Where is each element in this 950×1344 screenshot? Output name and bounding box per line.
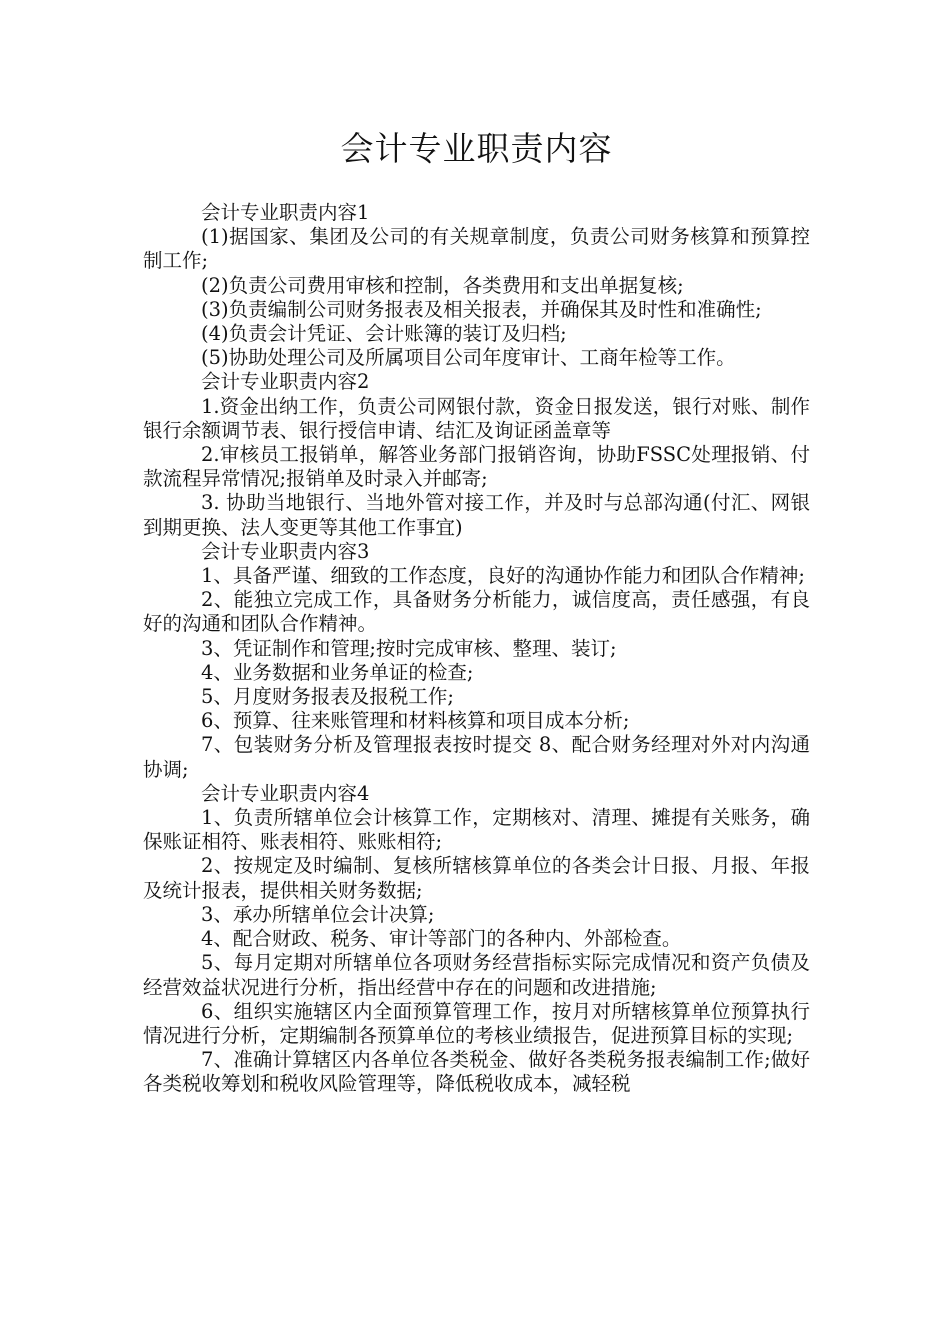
- duty-item: (1)据国家、集团及公司的有关规章制度，负责公司财务核算和预算控制工作;: [143, 225, 810, 273]
- section-heading: 会计专业职责内容4: [201, 781, 370, 805]
- document-body: [143, 201, 810, 1097]
- duty-item: 1、具备严谨、细致的工作态度，良好的沟通协作能力和团队合作精神;: [201, 564, 805, 588]
- duty-item: 3. 协助当地银行、当地外管对接工作，并及时与总部沟通(付汇、网银到期更换、法人变更等其他工作事宜): [143, 491, 810, 539]
- duty-item: (4)负责会计凭证、会计账簿的装订及归档;: [201, 322, 567, 346]
- document-page: [143, 0, 810, 1097]
- duty-item: 3、凭证制作和管理;按时完成审核、整理、装订;: [201, 636, 617, 660]
- duty-item: 2、能独立完成工作，具备财务分析能力，诚信度高，责任感强，有良好的沟通和团队合作精神。: [143, 588, 810, 636]
- duty-item: 7、准确计算辖区内各单位各类税金、做好各类税务报表编制工作;做好各类税收筹划和税收风险管理等，降低税收成本，减轻税: [143, 1048, 810, 1096]
- duty-item: 4、配合财政、税务、审计等部门的各种内、外部检查。: [201, 927, 682, 951]
- duty-item: (3)负责编制公司财务报表及相关报表，并确保其及时性和准确性;: [201, 297, 762, 321]
- duty-item: 6、组织实施辖区内全面预算管理工作，按月对所辖核算单位预算执行情况进行分析，定期编制各预算单位的考核业绩报告，促进预算目标的实现;: [143, 999, 810, 1047]
- duty-item: 5、每月定期对所辖单位各项财务经营指标实际完成情况和资产负债及经营效益状况进行分析，指出经营中存在的问题和改进措施;: [143, 951, 810, 999]
- document-title: 会计专业职责内容: [340, 129, 613, 168]
- duty-item: (5)协助处理公司及所属项目公司年度审计、工商年检等工作。: [201, 346, 736, 370]
- duty-item: 5、月度财务报表及报税工作;: [201, 685, 454, 709]
- duty-item: 4、业务数据和业务单证的检查;: [201, 660, 474, 684]
- duty-item: 2、按规定及时编制、复核所辖核算单位的各类会计日报、月报、年报及统计报表，提供相关财务数据;: [143, 854, 810, 902]
- duty-item: (2)负责公司费用审核和控制，各类费用和支出单据复核;: [201, 273, 684, 297]
- duty-item: 7、包装财务分析及管理报表按时提交 8、配合财务经理对外对内沟通协调;: [143, 733, 810, 781]
- duty-item: 6、预算、往来账管理和材料核算和项目成本分析;: [201, 709, 630, 733]
- section-heading: 会计专业职责内容2: [201, 370, 370, 394]
- section-heading: 会计专业职责内容1: [201, 201, 370, 224]
- duty-item: 1.资金出纳工作，负责公司网银付款，资金日报发送，银行对账、制作银行余额调节表、银行授信申请、结汇及询证函盖章等: [143, 394, 810, 442]
- duty-item: 2.审核员工报销单，解答业务部门报销咨询，协助FSSC处理报销、付款流程异常情况;报销单及时录入并邮寄;: [143, 443, 810, 491]
- duty-item: 1、负责所辖单位会计核算工作，定期核对、清理、摊提有关账务，确保账证相符、账表相符、账账相符;: [143, 806, 810, 854]
- duty-item: 3、承办所辖单位会计决算;: [201, 902, 435, 926]
- section-heading: 会计专业职责内容3: [201, 539, 370, 563]
